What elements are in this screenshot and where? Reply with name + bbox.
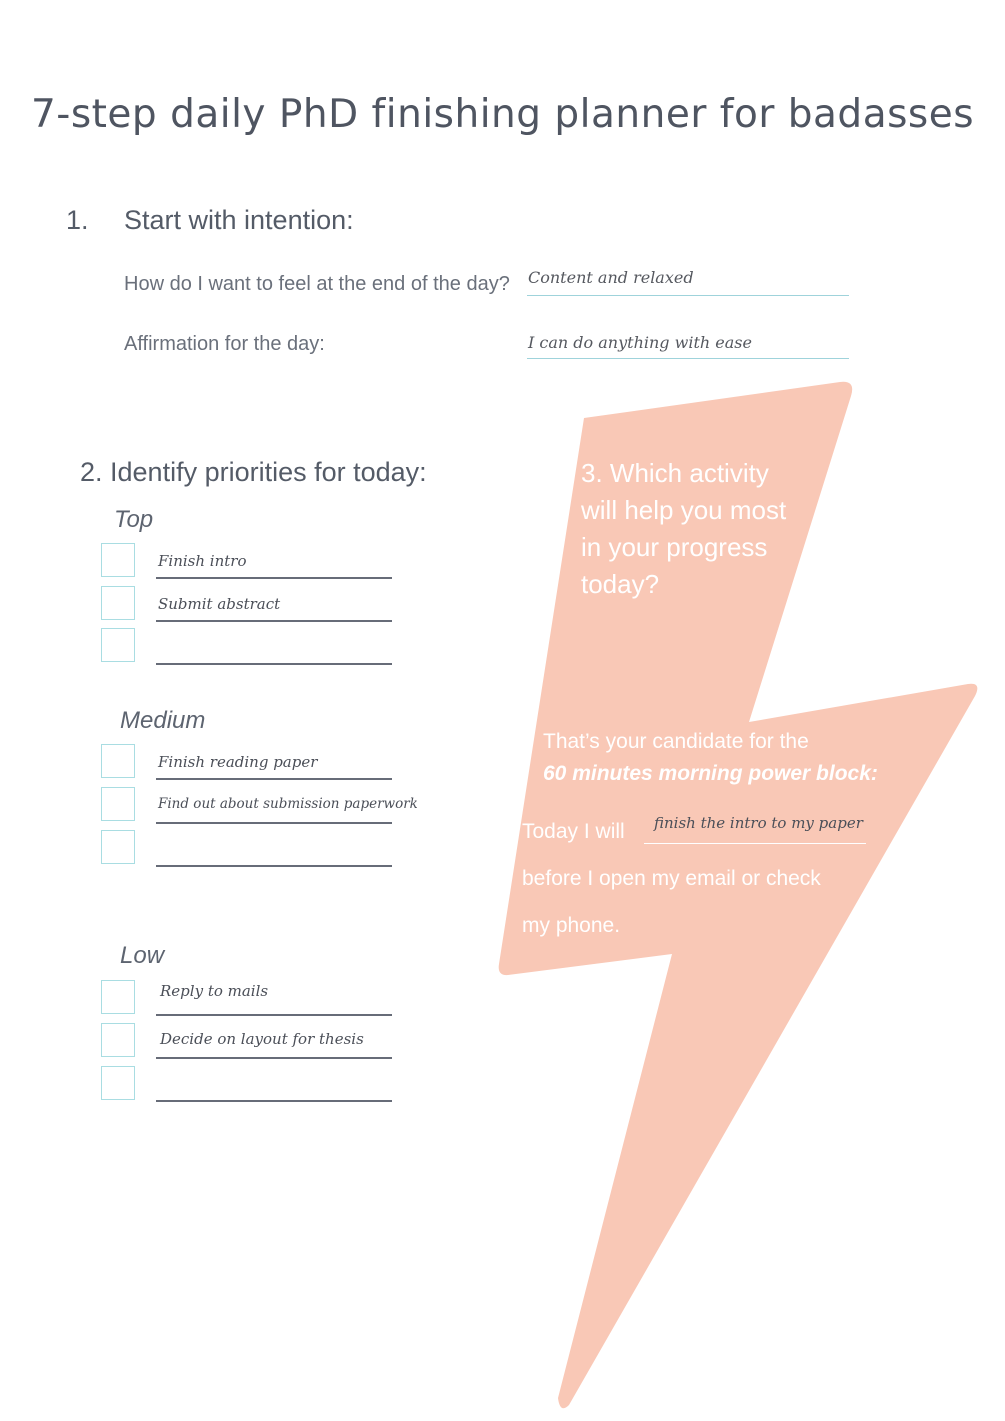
power-block-text: 60 minutes morning power block: [543,762,878,785]
step3-question-line: today? [581,569,660,599]
task-checkbox[interactable] [101,1066,135,1100]
before-line-1: before I open my email or check [522,867,821,890]
affirmation-label: Affirmation for the day: [124,333,325,355]
candidate-text: That’s your candidate for the [543,730,809,753]
affirmation-answer-line [527,358,849,359]
task-checkbox[interactable] [101,980,135,1014]
before-line-2: my phone. [522,914,621,937]
feel-question-label: How do I want to feel at the end of the day? [124,273,510,295]
today-prefix: Today I will [522,820,625,843]
task-text[interactable]: Find out about submission paperwork [158,796,418,812]
step3-question-line: in your progress [581,532,768,562]
task-text[interactable]: Reply to mails [160,982,269,1000]
task-line [156,1057,392,1059]
task-checkbox[interactable] [101,830,135,864]
priority-label-top: Top [114,506,154,533]
task-line [156,822,392,824]
step3-question-line: will help you most [581,495,787,525]
task-text[interactable]: Finish intro [158,552,247,570]
task-text[interactable]: Decide on layout for thesis [160,1030,364,1048]
task-line [156,778,392,780]
task-checkbox[interactable] [101,586,135,620]
step1-number: 1. [66,205,89,235]
today-answer[interactable]: finish the intro to my paper [654,814,863,832]
task-line [156,1100,392,1102]
step2-heading: 2. Identify priorities for today: [80,457,427,487]
task-line [156,1014,392,1016]
feel-answer[interactable]: Content and relaxed [528,268,694,287]
priority-label-low: Low [120,942,165,969]
task-line [156,577,392,579]
task-line [156,620,392,622]
task-checkbox[interactable] [101,628,135,662]
task-checkbox[interactable] [101,543,135,577]
affirmation-answer[interactable]: I can do anything with ease [528,333,752,352]
task-checkbox[interactable] [101,744,135,778]
priority-label-medium: Medium [120,707,206,734]
page-title: 7-step daily PhD finishing planner for badasses [30,92,975,137]
task-checkbox[interactable] [101,1023,135,1057]
step3-question-line: 3. Which activity [581,458,769,488]
feel-answer-line [527,295,849,296]
task-line [156,865,392,867]
task-text[interactable]: Submit abstract [158,595,281,613]
today-answer-line [644,843,866,844]
step1-heading: Start with intention: [124,205,354,235]
task-text[interactable]: Finish reading paper [158,753,318,771]
task-checkbox[interactable] [101,787,135,821]
task-line [156,663,392,665]
